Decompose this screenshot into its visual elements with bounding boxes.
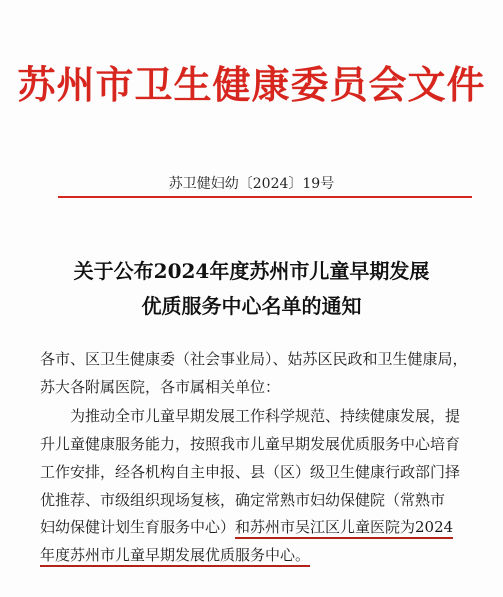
masthead-title: 苏州市卫生健康委员会文件 (17, 62, 486, 107)
paragraph-line-6 (40, 544, 310, 565)
notice-title-line-2: 优质服务中心名单的通知 (141, 294, 362, 318)
paragraph-line-3: 工作安排，经各机构自主申报、县（区）级卫生健康行政部门择 (40, 463, 461, 481)
highlighted-institution-text: 和苏州市吴江区儿童医院为2024 (235, 518, 453, 539)
addressee-line-1: 各市、区卫生健康委（社会事业局）、姑苏区民政和卫生健康局， (40, 350, 468, 368)
addressee-line-2: 苏大各附属医院，各市属相关单位： (40, 378, 281, 396)
notice-title-line-1: 关于公布2024年度苏州市儿童早期发展 (73, 259, 430, 283)
red-divider (58, 196, 472, 198)
paragraph-line-4: 优推荐、市级组织现场复核，确定常熟市妇幼保健院（常熟市 (40, 491, 446, 509)
paragraph-line-5 (40, 516, 453, 537)
highlighted-conclusion-text: 年度苏州市儿童早期发展优质服务中心。 (40, 546, 310, 567)
document-number: 苏卫健妇幼〔2024〕19号 (168, 176, 335, 192)
paragraph-line-5-start: 妇幼保健计划生育服务中心） (40, 518, 236, 536)
paragraph-line-2: 升儿童健康服务能力，按照我市儿童早期发展优质服务中心培育 (40, 435, 461, 453)
paragraph-line-1: 为推动全市儿童早期发展工作科学规范、持续健康发展，提 (70, 407, 461, 425)
